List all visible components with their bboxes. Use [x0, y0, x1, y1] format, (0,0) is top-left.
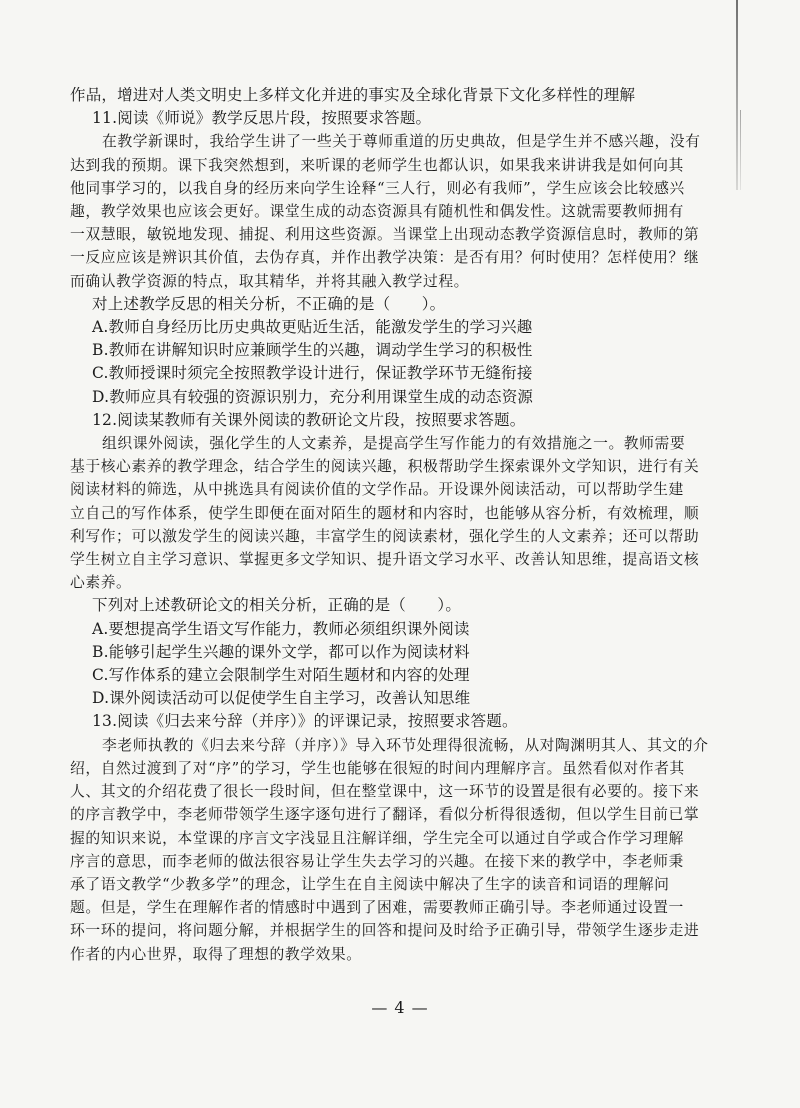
passage-line: 在教学新课时，我给学生讲了一些关于尊师重道的历史典故，但是学生并不感兴趣，没有: [102, 133, 701, 151]
passage-line: 组织课外阅读，强化学生的人文素养，是提高学生写作能力的有效措施之一。教师需要: [102, 435, 686, 453]
document-page: [70, 84, 712, 966]
question-11-heading: 11.阅读《师说》教学反思片段，按照要求答题。: [92, 109, 432, 128]
scan-edge-mark-secondary: [740, 110, 741, 190]
passage-line: 作者的内心世界，取得了理想的教学效果。: [70, 945, 362, 963]
passage-line: 环一环的提问，将问题分解，并根据学生的回答和提问及时给予正确引导，带领学生逐步走进: [70, 922, 700, 940]
question-11-option-a: A.教师自身经历比历史典故更贴近生活，能激发学生的学习兴趣: [92, 318, 533, 337]
question-12-option-c: C.写作体系的建立会限制学生对陌生题材和内容的处理: [92, 666, 470, 685]
passage-line: 承了语文教学“少教多学”的理念，让学生在自主阅读中解决了生字的读音和词语的理解问: [70, 875, 670, 893]
question-12-option-a: A.要想提高学生语文写作能力，教师必须组织课外阅读: [92, 619, 470, 638]
text-line: 作品，增进对人类文明史上多样文化并进的事实及全球化背景下文化多样性的理解: [70, 86, 636, 104]
passage-line: 达到我的预期。课下我突然想到，来听课的老师学生也都认识，如果我来讲讲我是如何向其: [70, 156, 684, 174]
page-number: — 4 —: [371, 998, 429, 1017]
question-12-heading: 12.阅读某教师有关课外阅读的教研论文片段，按照要求答题。: [92, 410, 526, 429]
passage-line: 握的知识来说，本堂课的序言文字浅显且注解详细，学生完全可以通过自学或合作学习理解: [70, 829, 684, 847]
passage-line: 的序言教学中，李老师带领学生逐字逐句进行了翻译，看似分析得很透彻，但以学生目前已掌: [70, 806, 700, 824]
passage-line: 人、其文的介绍花费了很长一段时间，但在整堂课中，这一环节的设置是很有必要的。接下来: [70, 783, 700, 801]
question-12-option-d: D.课外阅读活动可以促使学生自主学习，改善认知思维: [92, 689, 471, 708]
passage-line: 阅读材料的筛选，从中挑选具有阅读价值的文学作品。开设课外阅读活动，可以帮助学生建: [70, 481, 684, 499]
question-11-option-c: C.教师授课时须完全按照教学设计进行，保证教学环节无缝衔接: [92, 364, 533, 383]
passage-line: 一反应应该是辨识其价值，去伪存真，并作出教学决策：是否有用？何时使用？怎样使用？继: [70, 249, 700, 267]
question-12-option-b: B.能够引起学生兴趣的课外文学，都可以作为阅读材料: [92, 642, 470, 661]
passage-line: 趣，教学效果也应该会更好。课堂生成的动态资源具有随机性和偶发性。这就需要教师拥有: [70, 203, 684, 221]
passage-line: 李老师执教的《归去来兮辞（并序）》导入环节处理得很流畅，从对陶渊明其人、其文的介: [102, 736, 709, 754]
question-11-option-b: B.教师在讲解知识时应兼顾学生的兴趣，调动学生学习的积极性: [92, 341, 533, 360]
passage-line: 心素养。: [70, 574, 132, 592]
scan-edge-mark: [736, 0, 738, 190]
question-11-option-d: D.教师应具有较强的资源识别力，充分利用课堂生成的动态资源: [92, 387, 534, 406]
passage-line: 绍，自然过渡到了对“序”的学习，学生也能够在很短的时间内理解序言。虽然看似对作者其: [70, 759, 685, 777]
passage-line: 立自己的写作体系，使学生即便在面对陌生的题材和内容时，也能够从容分析，有效梳理，顺: [70, 504, 700, 522]
question-13-heading: 13.阅读《归去来兮辞（并序）》的评课记录，按照要求答题。: [92, 712, 518, 731]
passage-line: 题。但是，学生在理解作者的情感时中遇到了困难，需要教师正确引导。李老师通过设置一: [70, 899, 684, 917]
question-11-stem: 对上述教学反思的相关分析，不正确的是（ ）。: [92, 294, 446, 313]
passage-line: 而确认教学资源的特点，取其精华，并将其融入教学过程。: [70, 272, 470, 290]
passage-line: 一双慧眼，敏锐地发现、捕捉、利用这些资源。当课堂上出现动态教学资源信息时，教师的第: [70, 226, 700, 244]
passage-line: 利写作；可以激发学生的阅读兴趣，丰富学生的阅读素材，强化学生的人文素养；还可以帮助: [70, 527, 700, 545]
question-12-stem: 下列对上述教研论文的相关分析，正确的是（ ）。: [92, 596, 462, 615]
passage-line: 学生树立自主学习意识、掌握更多文学知识、提升语文学习水平、改善认知思维，提高语文核: [70, 551, 700, 569]
passage-line: 序言的意思，而李老师的做法很容易让学生失去学习的兴趣。在接下来的教学中，李老师秉: [70, 852, 684, 870]
passage-line: 基于核心素养的教学理念，结合学生的阅读兴趣，积极帮助学生探索课外文学知识，进行有关: [70, 458, 700, 476]
passage-line: 他同事学习的，以我自身的经历来向学生诠释“三人行，则必有我师”，学生应该会比较感兴: [70, 179, 685, 197]
